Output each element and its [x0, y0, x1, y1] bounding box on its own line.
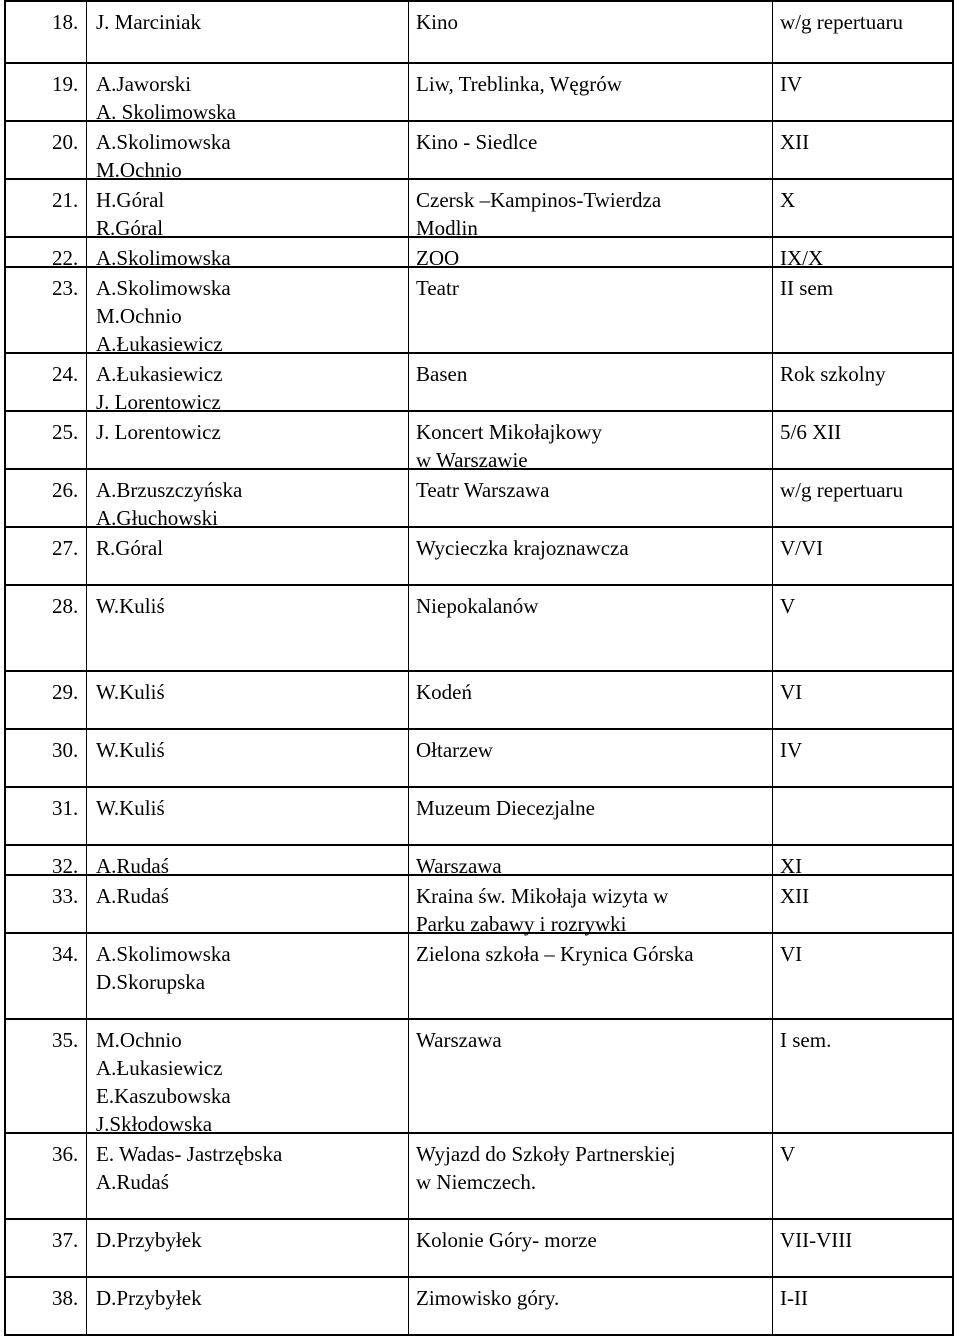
column-divider: [408, 876, 409, 934]
table-row: [4, 788, 954, 846]
column-divider: [86, 934, 87, 1020]
column-divider: [408, 528, 409, 586]
column-divider: [408, 354, 409, 412]
row-number: 34.: [52, 942, 79, 966]
destination: [416, 940, 694, 968]
destination: [416, 274, 459, 302]
destination: [416, 794, 595, 822]
column-divider: [772, 412, 773, 470]
trips-table: [4, 0, 954, 1336]
column-divider: [408, 934, 409, 1020]
teacher-names: [96, 8, 201, 36]
row-number: 23.: [52, 276, 79, 300]
teacher-names-line: W.Kuliś: [96, 594, 165, 618]
table-row: [4, 0, 954, 64]
destination: [416, 360, 467, 388]
column-divider: [408, 180, 409, 238]
destination-line: Koncert Mikołajkowy: [416, 420, 603, 444]
teacher-names: [96, 794, 165, 822]
destination-line: ZOO: [416, 246, 460, 270]
column-divider: [772, 876, 773, 934]
row-number: 25.: [52, 420, 79, 444]
row-number: 38.: [52, 1286, 79, 1310]
teacher-names-line: D.Skorupska: [96, 970, 206, 994]
column-divider: [86, 1278, 87, 1336]
trip-date: IV: [780, 738, 803, 762]
teacher-names-line: E. Wadas- Jastrzębska: [96, 1142, 283, 1166]
trip-date: IX/X: [780, 246, 824, 270]
table-row: [4, 730, 954, 788]
teacher-names-line: A.Rudaś: [96, 854, 169, 878]
destination-line: Parku zabawy i rozrywki: [416, 912, 627, 936]
teacher-names-line: A.Skolimowska: [96, 276, 231, 300]
column-divider: [772, 730, 773, 788]
row-number: 31.: [52, 796, 79, 820]
teacher-names-line: A.Skolimowska: [96, 942, 231, 966]
trip-date: V: [780, 594, 796, 618]
column-divider: [86, 1220, 87, 1278]
column-divider: [86, 2, 87, 64]
trip-date: IV: [780, 72, 803, 96]
column-divider: [86, 876, 87, 934]
destination-line: Zimowisko góry.: [416, 1286, 560, 1310]
teacher-names: [96, 70, 236, 126]
column-divider: [408, 1134, 409, 1220]
row-number: 24.: [52, 362, 79, 386]
teacher-names-line: A.Brzuszczyńska: [96, 478, 243, 502]
column-divider: [408, 586, 409, 672]
column-divider: [408, 1220, 409, 1278]
column-divider: [86, 238, 87, 268]
destination: [416, 678, 472, 706]
trip-date: w/g repertuaru: [780, 10, 904, 34]
table-row: [4, 1020, 954, 1134]
destination-line: Warszawa: [416, 854, 502, 878]
table-row: [4, 1278, 954, 1336]
destination-line: Kino - Siedlce: [416, 130, 538, 154]
table-row: [4, 238, 954, 268]
row-number: 37.: [52, 1228, 79, 1252]
trip-date: XI: [780, 854, 803, 878]
column-divider: [772, 64, 773, 122]
teacher-names-line: D.Przybyłek: [96, 1228, 202, 1252]
teacher-names: [96, 1140, 282, 1196]
teacher-names-line: H.Góral: [96, 188, 165, 212]
column-divider: [772, 846, 773, 876]
destination-line: Wycieczka krajoznawcza: [416, 536, 629, 560]
teacher-names: [96, 940, 231, 996]
column-divider: [408, 730, 409, 788]
teacher-names-line: A.Łukasiewicz: [96, 332, 223, 356]
destination: [416, 418, 602, 474]
teacher-names-line: J. Lorentowicz: [96, 390, 221, 414]
teacher-names-line: W.Kuliś: [96, 738, 165, 762]
teacher-names-line: A.Rudaś: [96, 884, 169, 908]
column-divider: [86, 470, 87, 528]
table-row: [4, 268, 954, 354]
table-row: [4, 586, 954, 672]
column-divider: [772, 180, 773, 238]
teacher-names: [96, 274, 231, 358]
column-divider: [408, 470, 409, 528]
column-divider: [86, 586, 87, 672]
row-number: 35.: [52, 1028, 79, 1052]
destination: [416, 1140, 675, 1196]
destination: [416, 1226, 597, 1254]
teacher-names-line: M.Ochnio: [96, 1028, 182, 1052]
table-row: [4, 1134, 954, 1220]
teacher-names: [96, 476, 242, 532]
column-divider: [408, 268, 409, 354]
column-divider: [772, 1020, 773, 1134]
column-divider: [86, 730, 87, 788]
column-divider: [408, 238, 409, 268]
teacher-names-line: A.Rudaś: [96, 1170, 169, 1194]
teacher-names-line: W.Kuliś: [96, 796, 165, 820]
column-divider: [86, 846, 87, 876]
column-divider: [772, 1134, 773, 1220]
teacher-names: [96, 1284, 202, 1312]
destination: [416, 186, 661, 242]
destination: [416, 8, 458, 36]
destination-line: Kodeń: [416, 680, 472, 704]
teacher-names-line: R.Góral: [96, 536, 164, 560]
teacher-names: [96, 1226, 202, 1254]
column-divider: [772, 788, 773, 846]
table-row: [4, 64, 954, 122]
row-number: 22.: [52, 246, 79, 270]
table-row: [4, 1220, 954, 1278]
row-number: 19.: [52, 72, 79, 96]
destination-line: Kino: [416, 10, 458, 34]
table-row: [4, 470, 954, 528]
teacher-names: [96, 882, 169, 910]
teacher-names-line: J. Lorentowicz: [96, 420, 221, 444]
column-divider: [772, 268, 773, 354]
column-divider: [86, 672, 87, 730]
destination-line: Warszawa: [416, 1028, 502, 1052]
teacher-names-line: J.Skłodowska: [96, 1112, 213, 1136]
column-divider: [86, 64, 87, 122]
row-number: 33.: [52, 884, 79, 908]
destination-line: Teatr Warszawa: [416, 478, 550, 502]
column-divider: [772, 528, 773, 586]
teacher-names-line: A.Głuchowski: [96, 506, 218, 530]
destination-line: w Warszawie: [416, 448, 528, 472]
column-divider: [86, 122, 87, 180]
column-divider: [408, 412, 409, 470]
row-number: 26.: [52, 478, 79, 502]
destination-line: Zielona szkoła – Krynica Górska: [416, 942, 694, 966]
column-divider: [772, 1278, 773, 1336]
table-row: [4, 672, 954, 730]
teacher-names-line: A.Łukasiewicz: [96, 1056, 223, 1080]
destination: [416, 128, 537, 156]
destination-line: Kolonie Góry- morze: [416, 1228, 597, 1252]
destination: [416, 1284, 559, 1312]
row-number: 32.: [52, 854, 79, 878]
row-number: 30.: [52, 738, 79, 762]
column-divider: [408, 1020, 409, 1134]
row-number: 27.: [52, 536, 79, 560]
destination: [416, 736, 493, 764]
trip-date: XII: [780, 884, 810, 908]
destination-line: Basen: [416, 362, 468, 386]
column-divider: [772, 672, 773, 730]
teacher-names: [96, 360, 223, 416]
destination: [416, 70, 622, 98]
table-row: [4, 934, 954, 1020]
column-divider: [86, 180, 87, 238]
table-row: [4, 122, 954, 180]
destination-line: Wyjazd do Szkoły Partnerskiej: [416, 1142, 676, 1166]
table-row: [4, 412, 954, 470]
column-divider: [86, 354, 87, 412]
trip-date: VI: [780, 942, 803, 966]
trip-date: II sem: [780, 276, 834, 300]
teacher-names-line: M.Ochnio: [96, 304, 182, 328]
column-divider: [772, 470, 773, 528]
teacher-names: [96, 592, 165, 620]
teacher-names-line: M.Ochnio: [96, 158, 182, 182]
destination: [416, 476, 549, 504]
column-divider: [772, 1220, 773, 1278]
row-number: 20.: [52, 130, 79, 154]
teacher-names: [96, 678, 165, 706]
trip-date: I-II: [780, 1286, 808, 1310]
destination-line: Ołtarzew: [416, 738, 493, 762]
row-number: 21.: [52, 188, 79, 212]
teacher-names: [96, 736, 165, 764]
destination: [416, 534, 629, 562]
row-number: 36.: [52, 1142, 79, 1166]
row-number: 29.: [52, 680, 79, 704]
table-row: [4, 354, 954, 412]
row-number: 18.: [52, 10, 79, 34]
column-divider: [408, 64, 409, 122]
trip-date: XII: [780, 130, 810, 154]
teacher-names: [96, 186, 164, 242]
table-row: [4, 846, 954, 876]
trip-date: V/VI: [780, 536, 824, 560]
teacher-names-line: J. Marciniak: [96, 10, 201, 34]
destination-line: Czersk –Kampinos-Twierdza: [416, 188, 662, 212]
column-divider: [86, 268, 87, 354]
column-divider: [408, 846, 409, 876]
table-row: [4, 180, 954, 238]
teacher-names-line: R.Góral: [96, 216, 164, 240]
destination-line: Teatr: [416, 276, 459, 300]
column-divider: [772, 122, 773, 180]
teacher-names-line: A.Skolimowska: [96, 130, 231, 154]
column-divider: [772, 354, 773, 412]
column-divider: [408, 1278, 409, 1336]
teacher-names-line: A. Skolimowska: [96, 100, 237, 124]
trip-date: Rok szkolny: [780, 362, 886, 386]
column-divider: [86, 412, 87, 470]
column-divider: [408, 2, 409, 64]
teacher-names: [96, 418, 221, 446]
destination-line: Kraina św. Mikołaja wizyta w: [416, 884, 669, 908]
column-divider: [408, 788, 409, 846]
column-divider: [772, 934, 773, 1020]
teacher-names: [96, 534, 163, 562]
trip-date: 5/6 XII: [780, 420, 842, 444]
trip-date: X: [780, 188, 796, 212]
teacher-names: [96, 128, 231, 184]
column-divider: [86, 788, 87, 846]
trip-date: VII-VIII: [780, 1228, 853, 1252]
teacher-names-line: D.Przybyłek: [96, 1286, 202, 1310]
teacher-names-line: E.Kaszubowska: [96, 1084, 231, 1108]
destination-line: Liw, Treblinka, Węgrów: [416, 72, 622, 96]
trip-date: V: [780, 1142, 796, 1166]
destination-line: Modlin: [416, 216, 478, 240]
column-divider: [86, 1020, 87, 1134]
destination: [416, 592, 538, 620]
destination: [416, 1026, 502, 1054]
destination: [416, 882, 668, 938]
teacher-names: [96, 1026, 231, 1138]
column-divider: [772, 2, 773, 64]
column-divider: [772, 238, 773, 268]
teacher-names-line: A.Jaworski: [96, 72, 192, 96]
row-number: 28.: [52, 594, 79, 618]
trip-date: VI: [780, 680, 803, 704]
destination-line: w Niemczech.: [416, 1170, 537, 1194]
column-divider: [408, 672, 409, 730]
teacher-names-line: A.Łukasiewicz: [96, 362, 223, 386]
table-row: [4, 876, 954, 934]
trip-date: I sem.: [780, 1028, 832, 1052]
destination-line: Niepokalanów: [416, 594, 539, 618]
column-divider: [86, 1134, 87, 1220]
column-divider: [86, 528, 87, 586]
trip-date: w/g repertuaru: [780, 478, 904, 502]
teacher-names-line: A.Skolimowska: [96, 246, 231, 270]
teacher-names-line: W.Kuliś: [96, 680, 165, 704]
column-divider: [772, 586, 773, 672]
column-divider: [408, 122, 409, 180]
table-row: [4, 528, 954, 586]
destination-line: Muzeum Diecezjalne: [416, 796, 595, 820]
